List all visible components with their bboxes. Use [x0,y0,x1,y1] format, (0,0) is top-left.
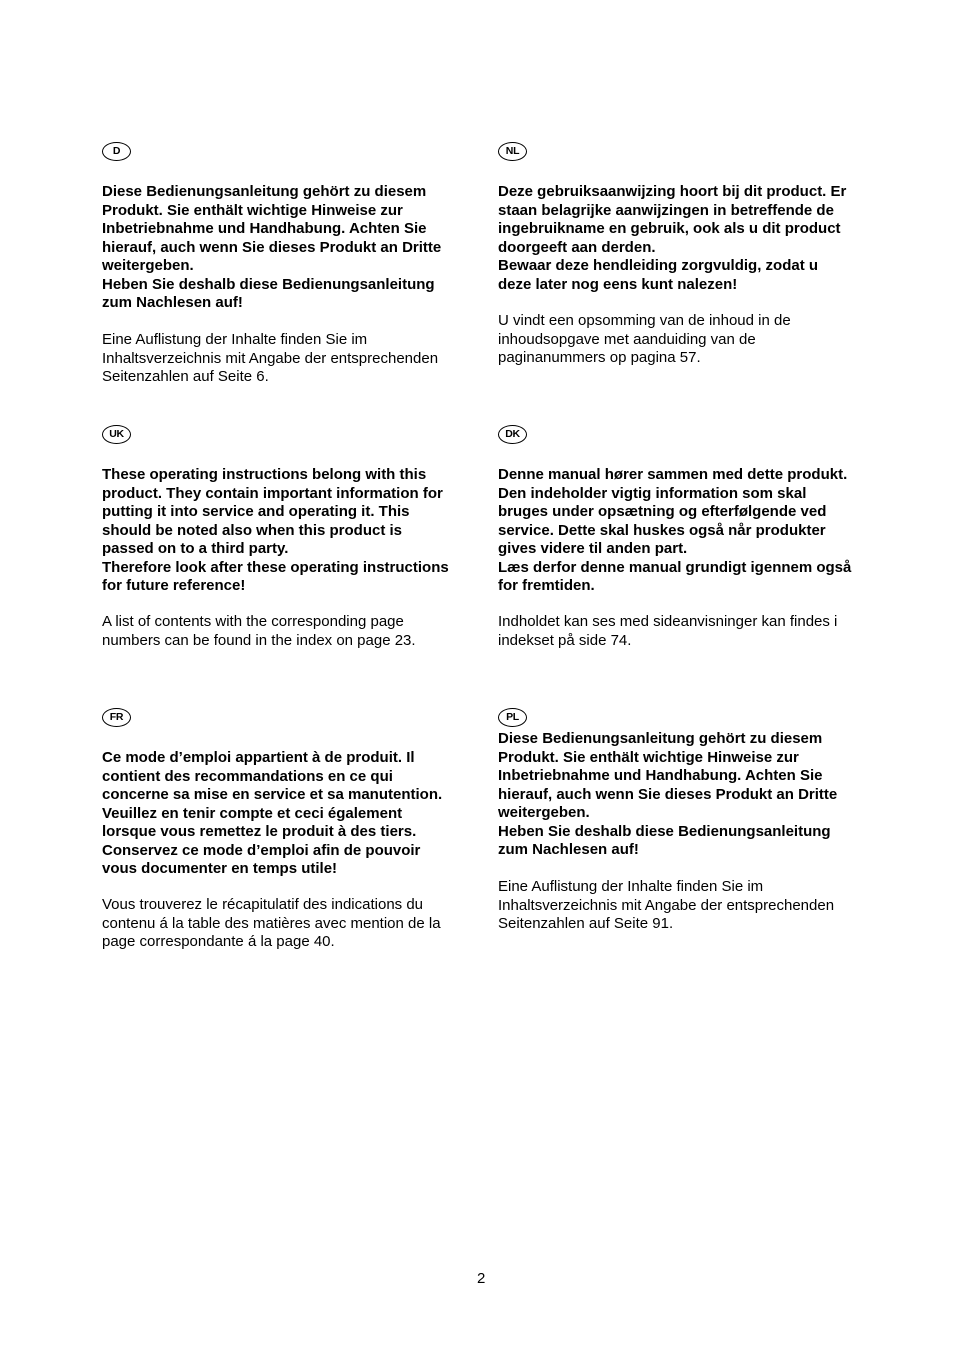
notice-bold-text: These operating instructions belong with this product. They contain important information for putting it into service and operating it. This should be noted also when this product is passed on to a third party. Therefore look after these operating instructions for future reference! [102,466,449,594]
contents-reference-text: Eine Auflistung der Inhalte finden Sie im Inhaltsverzeichnis mit Angabe der entsprechenden Seitenzahlen auf Seite 6. [102,331,439,385]
section-german [102,142,482,392]
section-dutch [498,142,878,392]
notice-bold-text: Denne manual hører sammen med dette produkt. Den indeholder vigtig information som skal bruges under opsætning og efterfølgende ved service. Dette skal huskes også når produkter gives videre til anden part. Læs derfor denne manual grundigt igennem også for fremtiden. [498,466,852,594]
language-badge-dk: DK [498,425,527,444]
language-badge-uk: UK [102,425,131,444]
section-english [102,425,482,665]
contents-reference-text: Vous trouverez le récapitulatif des indications du contenu á la table des matières avec mention de la page correspondante á la page 40. [102,896,441,950]
section-danish [498,425,878,665]
language-badge-fr: FR [102,708,131,727]
page-number: 2 [477,1270,486,1287]
contents-reference-text: A list of contents with the corresponding page numbers can be found in the index on page 23. [102,613,416,649]
notice-bold-text: Diese Bedienungsanleitung gehört zu diesem Produkt. Sie enthält wichtige Hinweise zur Inbetriebnahme und Handhabung. Achten Sie hierauf, auch wenn Sie dieses Produkt an Dritte weitergeben. Heben Sie deshalb diese Bedienungsanleitung zum Nachlesen auf! [102,183,442,311]
notice-bold-text: Ce mode d’emploi appartient à de produit. Il contient des recommandations en ce qui concerne sa mise en service et sa manutention. Veuillez en tenir compte et ceci également lorsque vous remettez le produit à des tiers. Conservez ce mode d’emploi afin de pouvoir vous documenter en temps utile! [102,749,443,877]
language-badge-d: D [102,142,131,161]
language-badge-pl: PL [498,708,527,727]
language-badge-nl: NL [498,142,527,161]
section-french [102,708,482,958]
notice-bold-text: Deze gebruiksaanwijzing hoort bij dit product. Er staan belagrijke aanwijzingen in betreffende de ingebruikname en gebruik, ook als u dit product doorgeeft aan derden. Bewaar deze hendleiding zorgvuldig, zodat u deze later nog eens kunt nalezen! [498,183,847,293]
section-polish [498,708,878,958]
contents-reference-text: U vindt een opsomming van de inhoud in de inhoudsopgave met aanduiding van de paginanummers op pagina 57. [498,312,791,366]
contents-reference-text: Indholdet kan ses med sideanvisninger kan findes i indekset på side 74. [498,613,838,649]
notice-bold-text: Diese Bedienungsanleitung gehört zu diesem Produkt. Sie enthält wichtige Hinweise zur Inbetriebnahme und Handhabung. Achten Sie hierauf, auch wenn Sie dieses Produkt an Dritte weitergeben. Heben Sie deshalb diese Bedienungsanleitung zum Nachlesen auf! [498,730,838,858]
contents-reference-text: Eine Auflistung der Inhalte finden Sie im Inhaltsverzeichnis mit Angabe der entsprechenden Seitenzahlen auf Seite 91. [498,878,835,932]
